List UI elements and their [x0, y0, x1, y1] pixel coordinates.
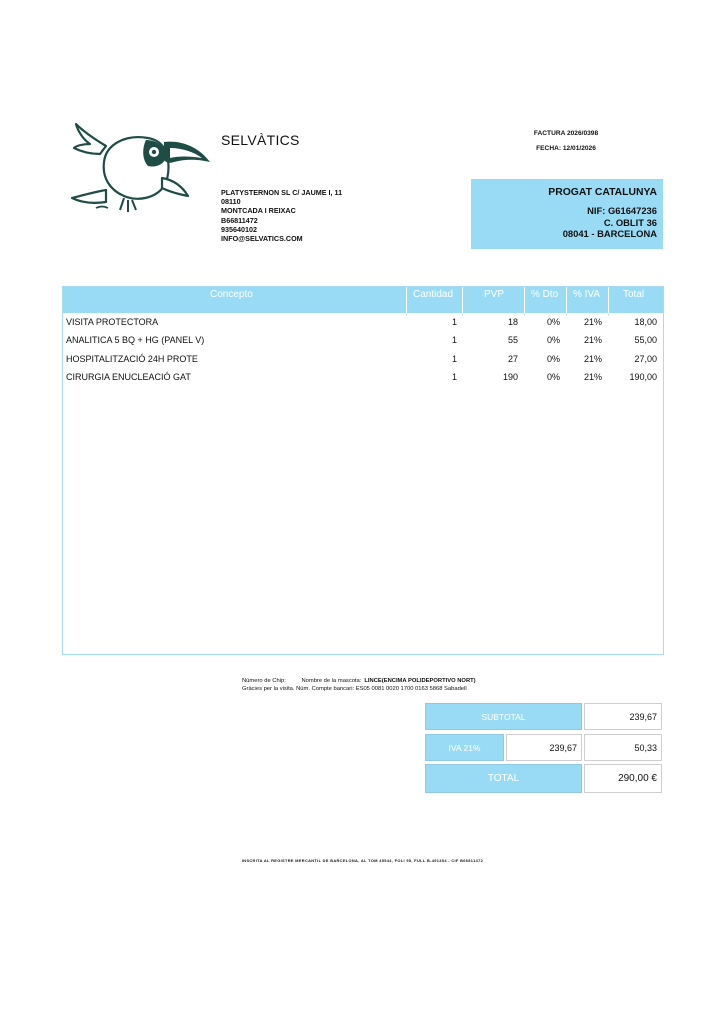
cell-cantidad: 1	[451, 371, 457, 382]
header-concepto: Concepto	[210, 289, 253, 300]
company-line: MONTCADA I REIXAC	[221, 206, 296, 216]
cell-total: 190,00	[629, 371, 657, 382]
invoice-number: FACTURA 2026/0398	[533, 130, 599, 137]
subtotal-value: 239,67	[584, 703, 662, 730]
iva-value: 50,33	[584, 734, 662, 761]
subtotal-row	[425, 703, 662, 732]
client-nif: NIF: G61647236	[587, 205, 657, 217]
header-iva: % IVA	[573, 289, 601, 300]
table-row	[63, 317, 663, 335]
pet-name: LINCE(ENCIMA POLIDEPORTIVO NORT)	[364, 678, 476, 684]
chip-label: Número de Chip:	[242, 678, 286, 684]
iva-base: 239,67	[506, 734, 582, 761]
items-table-body	[63, 317, 663, 390]
company-line: PLATYSTERNON SL C/ JAUME I, 11	[221, 188, 343, 197]
iva-label: IVA 21%	[425, 734, 504, 761]
cell-concepto: ANALITICA 5 BQ + HG (PANEL V)	[66, 335, 205, 346]
table-row	[63, 354, 663, 372]
company-line: B66811472	[221, 215, 258, 225]
cell-cantidad: 1	[451, 335, 457, 346]
table-row	[63, 335, 663, 353]
cell-pvp: 18	[507, 317, 518, 327]
client-name: PROGAT CATALUNYA	[548, 187, 657, 198]
cell-total: 27,00	[634, 353, 657, 364]
cell-concepto: VISITA PROTECTORA	[66, 317, 159, 327]
header-cantidad: Cantidad	[413, 289, 454, 300]
invoice-notes	[242, 677, 476, 693]
total-row	[425, 764, 662, 793]
cell-total: 55,00	[634, 335, 657, 346]
cell-iva: 21%	[583, 353, 602, 364]
cell-dto: 0%	[546, 353, 560, 364]
cell-dto: 0%	[546, 371, 560, 382]
items-table	[62, 286, 664, 655]
total-label: TOTAL	[425, 764, 582, 793]
cell-iva: 21%	[583, 371, 602, 382]
invoice-date: FECHA: 12/01/2026	[536, 145, 596, 152]
cell-dto: 0%	[546, 335, 560, 346]
totals-box	[425, 703, 662, 795]
header-pvp: PVP	[484, 289, 505, 300]
cell-pvp: 190	[502, 371, 518, 382]
cell-pvp: 27	[507, 353, 518, 364]
company-line: 935640102	[221, 224, 257, 234]
payment-note: Gràcies per la visita. Núm. Compte bancari: ES05 0081 0020 1700 0163 5868 Sabadell	[242, 686, 467, 692]
header-dto: % Dto	[531, 289, 559, 300]
toucan-logo-icon	[66, 118, 212, 222]
cell-iva: 21%	[583, 317, 602, 327]
pet-label: Nombre de la mascota:	[301, 678, 362, 684]
client-address: C. OBLIT 36	[603, 216, 657, 228]
client-box	[471, 179, 663, 249]
cell-total: 18,00	[634, 317, 657, 327]
client-city: 08041 - BARCELONA	[562, 228, 657, 240]
cell-concepto: HOSPITALITZACIÓ 24H PROTE	[66, 353, 198, 364]
total-value: 290,00 €	[584, 764, 662, 793]
cell-cantidad: 1	[451, 353, 457, 364]
cell-concepto: CIRURGIA ENUCLEACIÓ GAT	[66, 371, 191, 382]
header-total: Total	[623, 289, 645, 300]
company-info	[221, 188, 342, 243]
items-table-header	[63, 287, 663, 313]
cell-cantidad: 1	[451, 317, 457, 327]
invoice-meta	[506, 130, 626, 152]
iva-row	[425, 734, 662, 763]
cell-pvp: 55	[507, 335, 518, 346]
company-line: 08110	[221, 197, 241, 207]
cell-dto: 0%	[546, 317, 560, 327]
subtotal-label: SUBTOTAL	[425, 703, 582, 730]
registry-footer: INSCRITA AL REGISTRE MERCANTIL DE BARCELONA, AL TOM 45544, FOLI 55, FULL B-491354 - CIF B66811472	[241, 858, 484, 863]
table-row	[63, 372, 663, 390]
company-email: INFO@SELVATICS.COM	[221, 234, 303, 244]
brand-name: SELVÀTICS	[221, 132, 300, 148]
cell-iva: 21%	[583, 335, 602, 346]
